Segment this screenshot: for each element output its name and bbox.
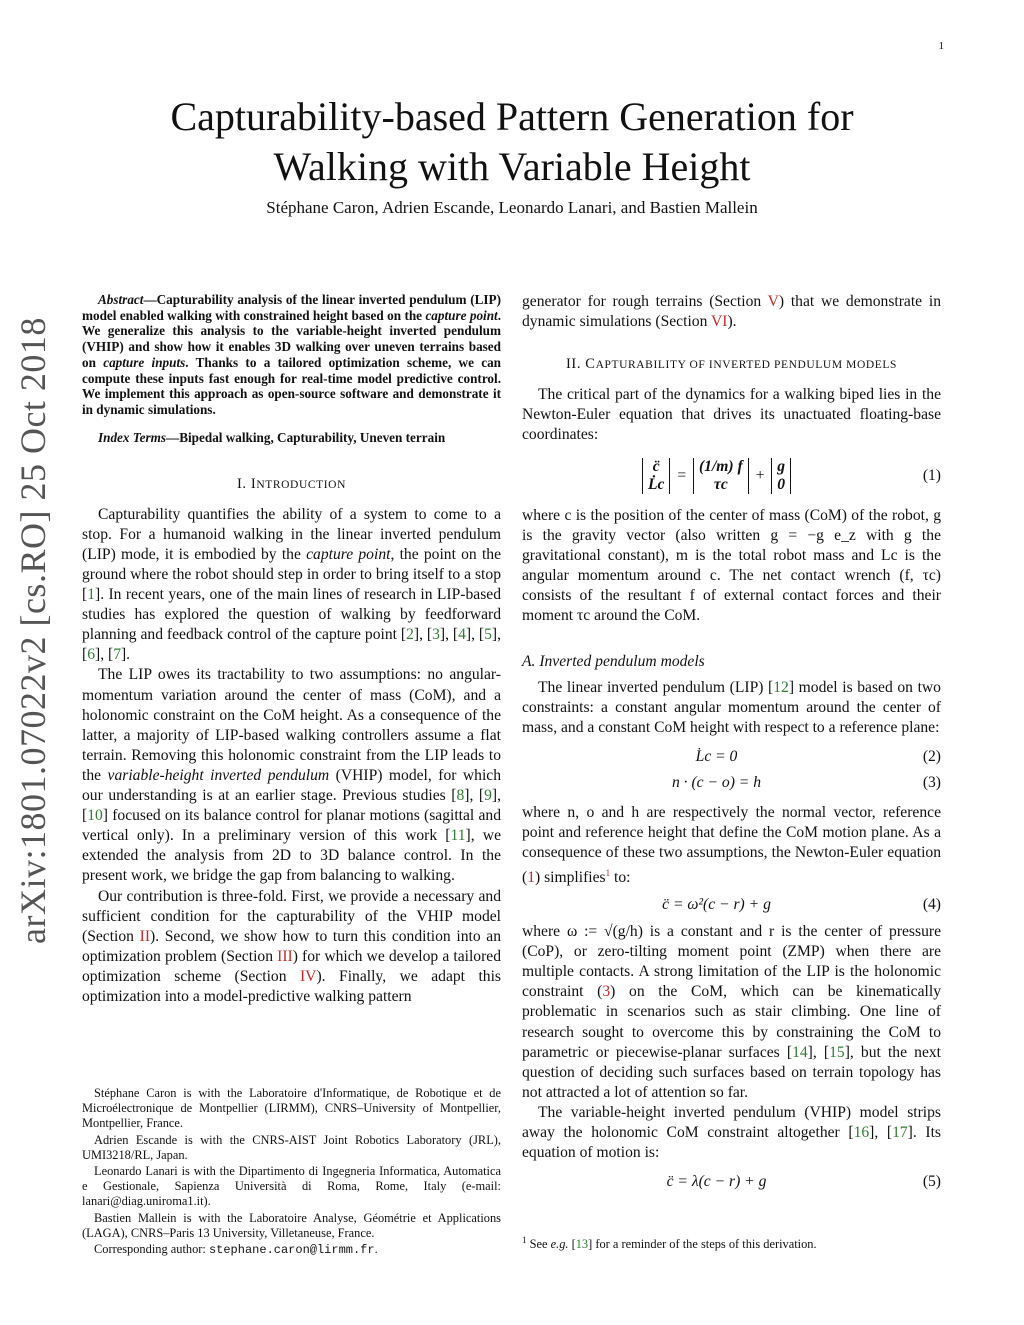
matrix-lhs <box>642 458 670 494</box>
section-numeral: II. <box>565 356 586 373</box>
equation-number: (1) <box>922 466 941 484</box>
text: ). Finally, we adapt this optimization into a model-predictive walking pattern <box>82 967 501 1005</box>
citation-link[interactable]: 2 <box>406 626 414 644</box>
subA-paragraph-2 <box>522 803 941 889</box>
subA-paragraph-4: The variable-height inverted pendulum (VHIP) model strips away the holonomic CoM constraint altogether [16], [17]. Its equation of motion is: <box>522 1103 941 1162</box>
plus-sign: + <box>754 467 766 485</box>
section-initial: I <box>250 475 257 492</box>
section-link[interactable]: III <box>277 947 293 965</box>
email-link[interactable]: stephane.caron@lirmm.fr <box>208 1243 375 1258</box>
equation-body: n · (c − o) = h <box>671 774 762 792</box>
abstract-emphasis: capture point <box>425 307 498 323</box>
title-line-1: Capturability-based Pattern Generation for <box>170 94 854 139</box>
text: The linear inverted pendulum (LIP) [ <box>538 679 774 697</box>
text: where ω := √(g/h) is a constant and r is the center of pressure (CoP), or zero-tilting moment point (ZMP) when there are multiple contacts. A strong limitation of the LIP is the holonomic constraint ( <box>522 923 941 1001</box>
citation-link[interactable]: 8 <box>456 787 465 805</box>
subA-paragraph-3: where ω := √(g/h) is a constant and r is the center of pressure (CoP), or zero-tilting moment point (ZMP) when there are multiple contacts. A strong limitation of the LIP is the holonomic constraint (3) on the CoM, which can be kinematically problematic in scenarios such as stair climbing. One line of research sought to overcome this by constraining the CoM to parametric or piecewise-planar surfaces [14], [15], but the next question of deciding such surfaces based on terrain topology has not attracted a lot of attention so far. <box>522 923 941 1101</box>
section-link[interactable]: V <box>767 293 779 310</box>
intro-paragraph-1: Capturability quantifies the ability of a system to come to a stop. For a humanoid walking in the linear inverted pendulum (LIP) mode, it is embodied by the capture point, the point on the ground where the robot should step in order to bring itself to a stop [1]. In recent years, one of the main lines of research in LIP-based studies has explored the question of walking by feedforward planning and feedback control of the capture point [2], [3], [4], [5], [6], [7]. <box>82 505 502 664</box>
paper-title <box>100 92 924 192</box>
equation-body: c̈ = λ(c − r) + g <box>666 1173 767 1191</box>
matrix-mid <box>693 458 749 494</box>
intro-paragraph-3 <box>82 887 501 1008</box>
text: ] focused on its balance control for planar motions (sagittal and vertical only). In a preliminary version of this work [ <box>82 807 501 845</box>
text: The variable-height inverted pendulum (VHIP) model strips away the holonomic CoM constraint altogether [ <box>522 1103 941 1141</box>
citation-link[interactable]: 3 <box>432 626 440 644</box>
page-number: 1 <box>938 40 944 52</box>
text: , the point on the ground where the robot should step in order to bring itself to a stop [ <box>82 545 502 604</box>
footnote-mark: 1 <box>522 1235 527 1245</box>
matrix-entry: g <box>777 458 786 476</box>
footnote-lanari: Leonardo Lanari is with the Dipartimento di Ingegneria Informatica, Automatica e Gestionale, Sapienza Università di Roma, Rome, Italy (e-mail: lanari@diag.uniroma1.it). <box>82 1164 501 1209</box>
equation-number: (4) <box>922 896 941 914</box>
equation-link[interactable]: 1 <box>527 868 535 886</box>
citation-link[interactable]: 6 <box>87 646 95 664</box>
citation-link[interactable]: 15 <box>829 1043 845 1061</box>
text: ], we extended the analysis from 2D to 3D balance control. In the present work, we bridge the gap from balancing to walking. <box>82 827 501 885</box>
section-numeral: I. <box>237 475 251 492</box>
text: ]. Its equation of motion is: <box>522 1124 941 1162</box>
matrix-entry: c̈ <box>652 458 660 476</box>
equation-number: (3) <box>922 774 941 792</box>
section-heading-introduction <box>82 474 501 495</box>
matrix-entry: L̇c <box>647 476 665 494</box>
equation-3 <box>522 771 941 797</box>
text: ) that we demonstrate in dynamic simulations (Section <box>522 293 941 331</box>
author-list: Stéphane Caron, Adrien Escande, Leonardo Lanari, and Bastien Mallein <box>266 198 758 217</box>
equation-4 <box>522 892 941 918</box>
footnote-corresponding <box>82 1242 501 1258</box>
index-terms-text: Bipedal walking, Capturability, Uneven terrain <box>179 429 446 445</box>
index-terms-label: Index Terms <box>98 429 167 445</box>
text: ). Second, we show how to turn this condition into an optimization problem (Section <box>82 927 502 965</box>
abstract-text: . We generalize this analysis to the variable-height inverted pendulum (VHIP) and show how it enables 3D walking over uneven terrains based on <box>82 307 502 370</box>
subsection-heading-a: A. Inverted pendulum models <box>522 653 705 671</box>
right-paragraph-0 <box>522 292 941 332</box>
equation-link[interactable]: 3 <box>602 983 611 1001</box>
emphasis: e.g. <box>550 1237 569 1252</box>
text: (VHIP) model, for which our understanding is at an earlier stage. Previous studies [ <box>82 766 502 805</box>
equation-number: (2) <box>922 748 941 766</box>
citation-link[interactable]: 10 <box>87 807 103 825</box>
citation-link[interactable]: 13 <box>575 1237 589 1252</box>
citation-link[interactable]: 16 <box>853 1124 870 1141</box>
equation-body: c̈ = ω²(c − r) + g <box>662 896 771 914</box>
section-link[interactable]: IV <box>299 967 317 985</box>
citation-link[interactable]: 11 <box>450 827 466 845</box>
section-initial: C <box>585 356 596 373</box>
section-heading-capturability <box>522 354 941 375</box>
text: generator for rough terrains (Section <box>522 293 768 310</box>
text: to: <box>610 868 631 886</box>
equation-number: (5) <box>922 1173 941 1191</box>
index-terms-dash: — <box>166 429 180 445</box>
left-column <box>82 292 501 1007</box>
text: ], but the next question of deciding such surfaces based on terrain topology has not attracted a lot of attention so far. <box>522 1043 941 1101</box>
abstract-text: . Thanks to a tailored optimization scheme, we can compute these inputs fast enough for real-time model predictive control. We implement this approach as open-source software and demonstrate it in dynamic simulations. <box>82 354 501 417</box>
right-column <box>522 292 941 1195</box>
sec2-paragraph-1: The critical part of the dynamics for a walking biped lies in the Newton-Euler equation that drives its unactuated floating-base coordinates: <box>522 386 941 444</box>
text: ) on the CoM, which can be kinematically problematic in scenarios such as stair climbing. One line of research sought to overcome this by constraining the CoM to parametric or piecewise-planar surfaces [ <box>522 983 941 1061</box>
abstract-dash: — <box>143 292 157 307</box>
citation-link[interactable]: 9 <box>484 787 492 805</box>
index-terms <box>82 430 501 446</box>
sec2-paragraph-2: where c is the position of the center of mass (CoM) of the robot, g is the gravity vector (also written g = −g e_z with g the gravitational constant), m is the total robot mass and Lc is the angular momentum around c. The net contact wrench (f, τc) consists of the resultant f of external contact forces and their moment τc around the CoM. <box>522 506 941 625</box>
section-title-rest: NTRODUCTION <box>256 478 346 491</box>
matrix-entry: (1/m) f <box>698 458 743 476</box>
intro-paragraph-2: The LIP owes its tractability to two assumptions: no angular-momentum variation around the center of mass (CoM), and a holonomic constraint on the CoM height. As a consequence of the latter, a majority of LIP-based walking controllers assume a flat terrain. Removing this holonomic constraint from the LIP leads to the variable-height inverted pendulum (VHIP) model, for which our understanding is at an earlier stage. Previous studies [8], [9], [10] focused on its balance control for planar motions (sagittal and vertical only). In a preliminary version of this work [11], we extended the analysis from 2D to 3D balance control. In the present work, we bridge the gap from balancing to walking. <box>82 666 502 885</box>
emphasis: variable-height inverted pendulum <box>107 766 330 784</box>
section-link[interactable]: VI <box>710 313 728 331</box>
title-line-2: Walking with Variable Height <box>273 144 751 189</box>
text: ) for which we develop a tailored optimization scheme (Section <box>82 947 502 985</box>
footnote-caron: Stéphane Caron is with the Laboratoire d'Informatique, de Robotique et de Microélectronique de Montpellier (LIRMM), CNRS–University of Montpellier, Montpellier, France. <box>82 1086 501 1131</box>
citation-link[interactable]: 17 <box>892 1124 908 1141</box>
matrix-entry: 0 <box>777 476 786 494</box>
matrix-entry: τc <box>713 476 728 494</box>
text: Corresponding author: <box>94 1242 209 1257</box>
equation-2 <box>522 745 941 771</box>
abstract <box>82 292 501 418</box>
citation-link[interactable]: 7 <box>113 646 121 664</box>
equation-5 <box>522 1169 941 1195</box>
text: Capturability quantifies the ability of a system to come to a stop. For a humanoid walking in the linear inverted pendulum (LIP) mode, it is embodied by the <box>82 505 501 563</box>
text: [ <box>568 1237 576 1252</box>
abstract-text: Capturability analysis of the linear inverted pendulum (LIP) model enabled walking with constrained height based on the <box>82 292 501 323</box>
matrix-rhs <box>771 458 791 494</box>
citation-link[interactable]: 5 <box>484 626 492 644</box>
subA-paragraph-1 <box>522 678 941 738</box>
text: ] for a reminder of the steps of this derivation. <box>588 1237 817 1252</box>
footnote-escande: Adrien Escande is with the CNRS-AIST Joint Robotics Laboratory (JRL), UMI3218/RL, Japan. <box>82 1132 501 1162</box>
section-title-rest: APTURABILITY OF INVERTED PENDULUM MODELS <box>595 359 898 372</box>
citation-link[interactable]: 12 <box>773 679 789 697</box>
right-footnote <box>522 1233 941 1252</box>
citation-link[interactable]: 14 <box>792 1043 808 1061</box>
emphasis: capture point <box>306 545 391 563</box>
text: ) simplifies <box>535 868 606 886</box>
abstract-label: Abstract <box>98 292 144 307</box>
citation-link[interactable]: 1 <box>87 586 95 604</box>
text: See <box>526 1237 551 1252</box>
equation-body: L̇c = 0 <box>695 748 738 766</box>
section-link[interactable]: II <box>139 927 151 945</box>
citation-link[interactable]: 4 <box>458 626 466 644</box>
text: ]. In recent years, one of the main lines of research in LIP-based studies has explored the question of walking by feedforward planning and feedback control of the capture point [ <box>82 586 501 644</box>
equals-sign: = <box>676 467 687 485</box>
text: ] model is based on two constraints: a constant angular momentum around the center of mass, and a constant CoM height with respect to a reference plane: <box>522 679 941 737</box>
abstract-emphasis: capture inputs <box>103 354 186 370</box>
text: where n, o and h are respectively the normal vector, reference point and reference height that define the CoM motion plane. As a consequence of these two assumptions, the Newton-Euler equation ( <box>522 803 941 886</box>
arxiv-stamp: arXiv:1801.07022v2 [cs.RO] 25 Oct 2018 <box>13 317 53 944</box>
text: ). <box>727 313 737 331</box>
footnote-mallein: Bastien Mallein is with the Laboratoire Analyse, Géométrie et Applications (LAGA), CNRS–Paris 13 University, Villetaneuse, France. <box>82 1210 501 1240</box>
text: The LIP owes its tractability to two assumptions: no angular-momentum variation around the center of mass (CoM), and a holonomic constraint on the CoM height. As a consequence of the latter, a majority of LIP-based walking controllers assume a flat terrain. Removing this holonomic constraint from the LIP leads to the <box>82 666 501 784</box>
footnote-link[interactable]: 1 <box>605 867 611 878</box>
equation-1 <box>522 450 941 502</box>
text: Our contribution is three-fold. First, we provide a necessary and sufficient condition for the capturability of the VHIP model (Section <box>82 887 501 945</box>
affiliation-footnotes <box>82 1086 501 1259</box>
text: . <box>374 1242 378 1257</box>
